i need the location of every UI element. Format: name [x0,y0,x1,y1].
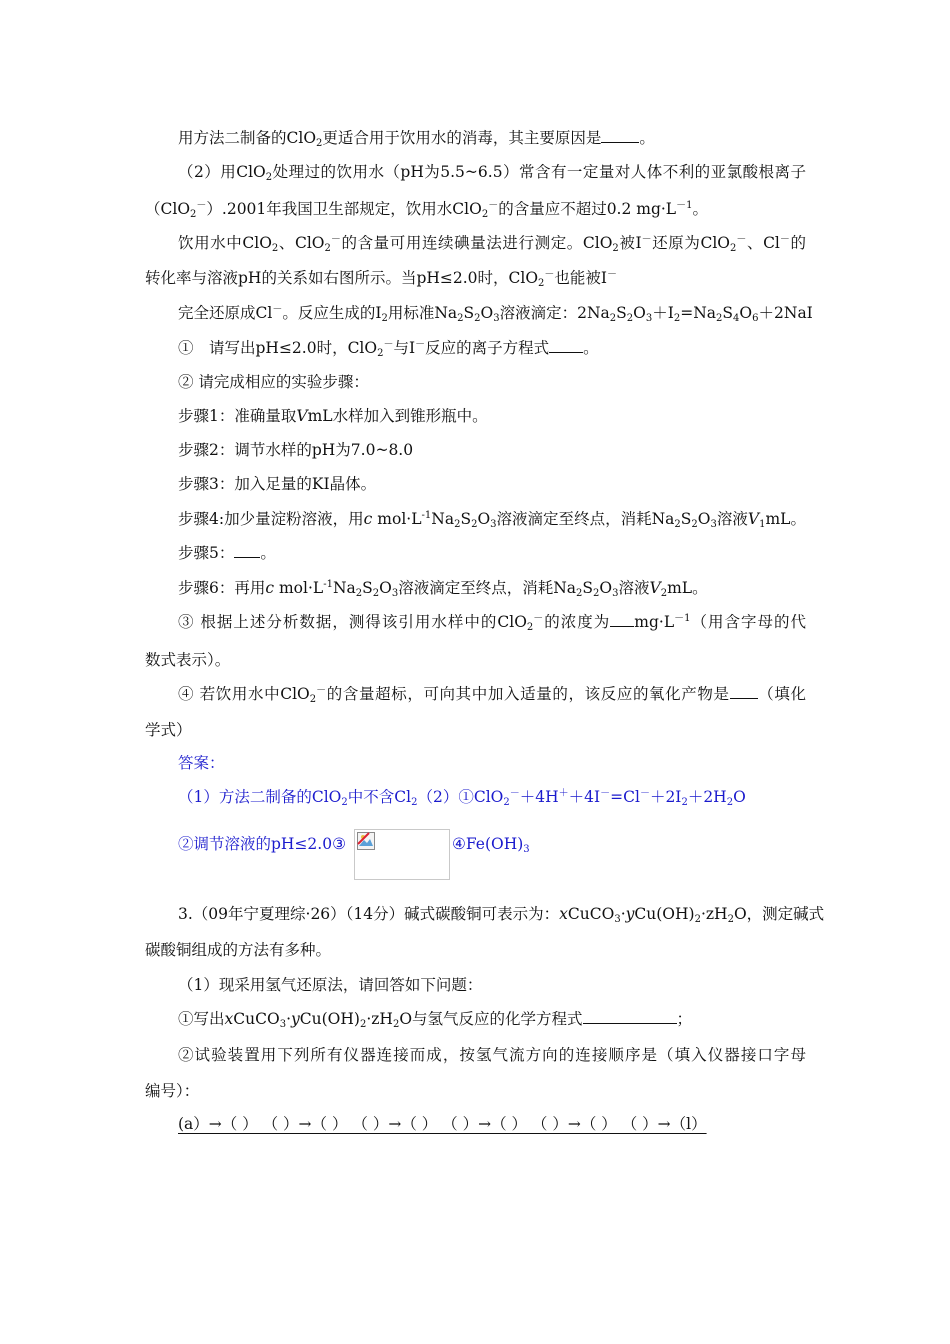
paragraph-8a: ②试验装置用下列所有仪器连接而成，按氢气流方向的连接顺序是（填入仪器接口字母 [178,1046,806,1064]
paragraph-2a: （2）用ClO$_2$处理过的饮用水（pH为5.5~6.5）常含有一定量对人体不利的亚氯酸根离子 [178,163,807,183]
paragraph-6: （1）现采用氢气还原法，请回答如下问题： [178,976,483,994]
question-4b: 学式） [145,721,192,739]
step-6: 步骤6：再用c $mol\cdot L^{-1}Na_2S_2O_3$溶液滴定至终点，消耗$Na_2S_2O_3$溶液$V_2mL$。 [178,579,708,599]
question-1: ① 请写出pH≤2.0时，ClO$_2$－与I－反应的离子方程式 。 [178,339,599,359]
step-1: 步骤1：准确量取VmL水样加入到锥形瓶中。 [178,407,488,425]
answer-line-2b: $④Fe(OH)_3$ [452,835,530,855]
step-4: 步骤4:加少量淀粉溶液，用c $mol\cdot L^{-1}Na_2S_2O_3$溶液滴定至终点，消耗$Na_2S_2O_3$溶液$V_1mL$。 [178,510,806,530]
answer-label: 答案： [178,754,225,772]
paragraph-3b: 转化率与溶液pH的关系如右图所示。当pH≤2.0时，ClO$_2$－也能被I－ [145,269,618,289]
paragraph-8b: 编号）： [145,1082,200,1100]
paragraph-3a: 饮用水中ClO$_2$、ClO$_2$－的含量可用连续碘量法进行测定。ClO$_2$被I－还原为ClO$_2$－、Cl－的 [178,234,806,254]
answer-line-2a: ②调节溶液的pH≤2.0③ [178,835,346,853]
paragraph-2b: （ClO$_2$－）.2001年我国卫生部规定，饮用水ClO$_2$－的含量应不超过0.2 $mg\cdot L^{-1}$。 [145,200,708,220]
answer-line-1: （1）方法二制备的ClO$_2$中不含$Cl_2(2)①ClO_2^-+4H^++4I^-=Cl^-+2I_2+2H_2O$ [178,788,746,808]
broken-image-icon [357,832,375,850]
question-3a: ③ 根据上述分析数据，测得该引用水样中的ClO$_2$－的浓度为 $mg\cdot L^{-1}$（用含字母的代 [178,613,806,633]
step-2: 步骤2：调节水样的pH为7.0~8.0 [178,441,414,459]
question-2: ② 请完成相应的实验步骤： [178,373,369,391]
question-3b: 数式表示）。 [145,651,231,669]
paragraph-1: 用方法二制备的ClO$_2$更适合用于饮用水的消毒，其主要原因是 。 [178,129,655,149]
step-5: 步骤5： 。 [178,544,276,562]
step-3: 步骤3：加入足量的KI晶体。 [178,475,377,493]
broken-image [354,829,450,880]
question-4a: ④ 若饮用水中ClO$_2$－的含量超标，可向其中加入适量的，该反应的氧化产物是 （填化 [178,685,806,705]
paragraph-7: ①写出$xCuCO_3\cdot yCu(OH)_2\cdot zH_2O$与氢气反应的化学方程式 ； [178,1010,693,1030]
paragraph-5a: 3.（09年宁夏理综·26）（14分）碱式碳酸铜可表示为：$xCuCO_3\cdot yCu(OH)_2\cdot zH_2O$，测定碱式 [178,905,825,925]
paragraph-4: 完全还原成Cl－。反应生成的$I_2$用标准$Na_2S_2O_3$溶液滴定：$2Na_2S_2O_3+I_2=Na_2S_4O_6+2NaI$ [178,304,813,324]
paragraph-5b: 碳酸铜组成的方法有多种。 [145,941,332,959]
connection-sequence: (a）→（ ） （ ）→（ ） （ ）→（ ） （ ）→（ ） （ ）→（ ） （ ）→（l） [178,1115,707,1133]
